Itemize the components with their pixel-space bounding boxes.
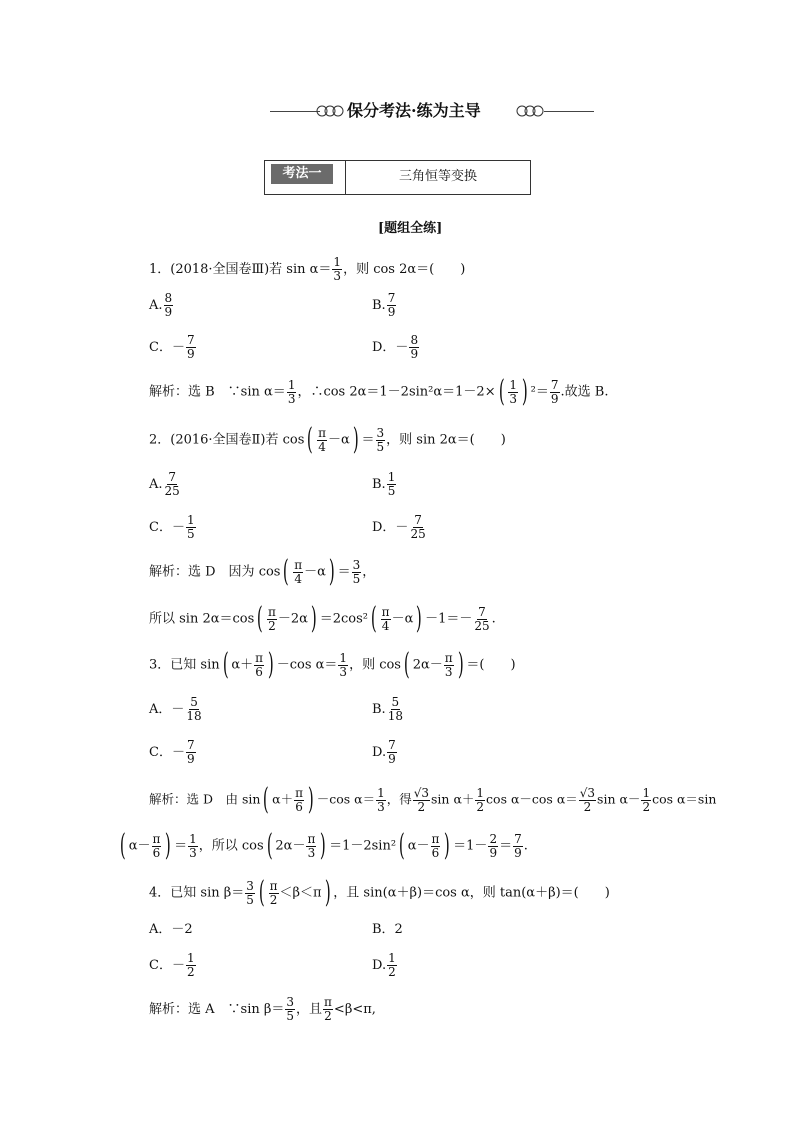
q2-option-a[interactable]: A. $\frac{7}{25}$: [149, 470, 180, 498]
q2-option-d[interactable]: D．－ $\frac{7}{25}$: [372, 513, 426, 541]
q4-option-d[interactable]: D. $\frac{1}{2}$: [372, 951, 396, 979]
q3-option-b[interactable]: B. $\frac{5}{18}$: [372, 695, 403, 723]
q3-option-a[interactable]: A．－ $\frac{5}{18}$: [149, 695, 202, 723]
q1-option-b[interactable]: B. $\frac{7}{9}$: [372, 291, 396, 319]
section-title: 三角恒等变换: [398, 169, 477, 184]
header-rule-left: [270, 111, 320, 112]
header-rule-right: [544, 111, 594, 112]
ornament-left-icon: [316, 103, 344, 119]
q4-option-b[interactable]: B．2: [372, 922, 403, 937]
q4-option-c[interactable]: C．－ $\frac{1}{2}$: [149, 951, 195, 979]
q3-stem: 3．已知 sin( α＋ $\frac{\pi}{6}$ ) －cos α＝ $\frac{1}{3}$ ，则 cos( 2α－ $\frac{\pi}{3}$ ) ＝( ): [149, 647, 516, 682]
q2-option-b[interactable]: B. $\frac{1}{5}$: [372, 470, 396, 498]
q2-solution-line2: 所以 sin 2α＝cos( $\frac{\pi}{2}$ －2α) ＝2cos²( $\frac{\pi}{4}$ －α) －1＝－ $\frac{7}{25}$ .: [149, 601, 496, 636]
q3-solution-line1: 解析：选 D 由 sin( α＋ $\frac{\pi}{6}$ ) －cos α＝ $\frac{1}{3}$ ，得 $\frac{√3}{2}$ sin α＋ $\frac{1}{2}$ cos α－cos α＝ $\frac{√3}{2}$ sin α－ $\frac{1}{2}$ cos α＝sin: [149, 782, 717, 817]
q1-option-a[interactable]: A. $\frac{8}{9}$: [149, 291, 173, 319]
section-tag: 考法一: [271, 164, 333, 184]
q3-solution-line2: ( α－ $\frac{\pi}{6}$ ) ＝ $\frac{1}{3}$ ，所以 cos( 2α－ $\frac{\pi}{3}$ ) ＝1－2sin²( α－ $\frac{\pi}{6}$ ) ＝1－ $\frac{2}{9}$ ＝ $\frac{7}{9}$ .: [119, 828, 528, 863]
q1-option-d[interactable]: D．－ $\frac{8}{9}$: [372, 333, 419, 361]
q3-option-d[interactable]: D. $\frac{7}{9}$: [372, 738, 396, 766]
q4-stem: 4．已知 sin β＝ $\frac{3}{5}$ ( $\frac{\pi}{2}$ ＜β＜π) ，且 sin(α＋β)＝cos α，则 tan(α＋β)＝( ): [149, 875, 610, 910]
group-label: [题组全练]: [378, 221, 443, 236]
section-box: [264, 160, 531, 195]
ornament-right-icon: [516, 103, 544, 119]
q2-stem: 2．(2016·全国卷Ⅱ)若 cos( $\frac{\pi}{4}$ －α) ＝ $\frac{3}{5}$ ，则 sin 2α＝( ): [149, 422, 506, 457]
q1-option-c[interactable]: C．－ $\frac{7}{9}$: [149, 333, 195, 361]
q4-solution: 解析：选 A ∵sin β＝ $\frac{3}{5}$ ，且 $\frac{\pi}{2}$ <β<π,: [149, 995, 376, 1023]
header-title: 保分考法·练为主导: [347, 101, 481, 120]
q1-solution: 解析：选 B ∵sin α＝ $\frac{1}{3}$ ，∴cos 2α＝1－2sin²α＝1－2×( $\frac{1}{3}$ ) ²＝ $\frac{7}{9}$ .故选 B.: [149, 374, 609, 409]
q3-option-c[interactable]: C．－ $\frac{7}{9}$: [149, 738, 195, 766]
q2-option-c[interactable]: C．－ $\frac{1}{5}$: [149, 513, 195, 541]
q2-solution-line1: 解析：选 D 因为 cos( $\frac{\pi}{4}$ －α) ＝ $\frac{3}{5}$ ，: [149, 554, 376, 589]
q4-option-a[interactable]: A．－2: [149, 922, 193, 937]
q1-stem: 1．(2018·全国卷Ⅲ)若 sin α＝ $\frac{1}{3}$ ，则 cos 2α＝( ): [149, 255, 466, 283]
